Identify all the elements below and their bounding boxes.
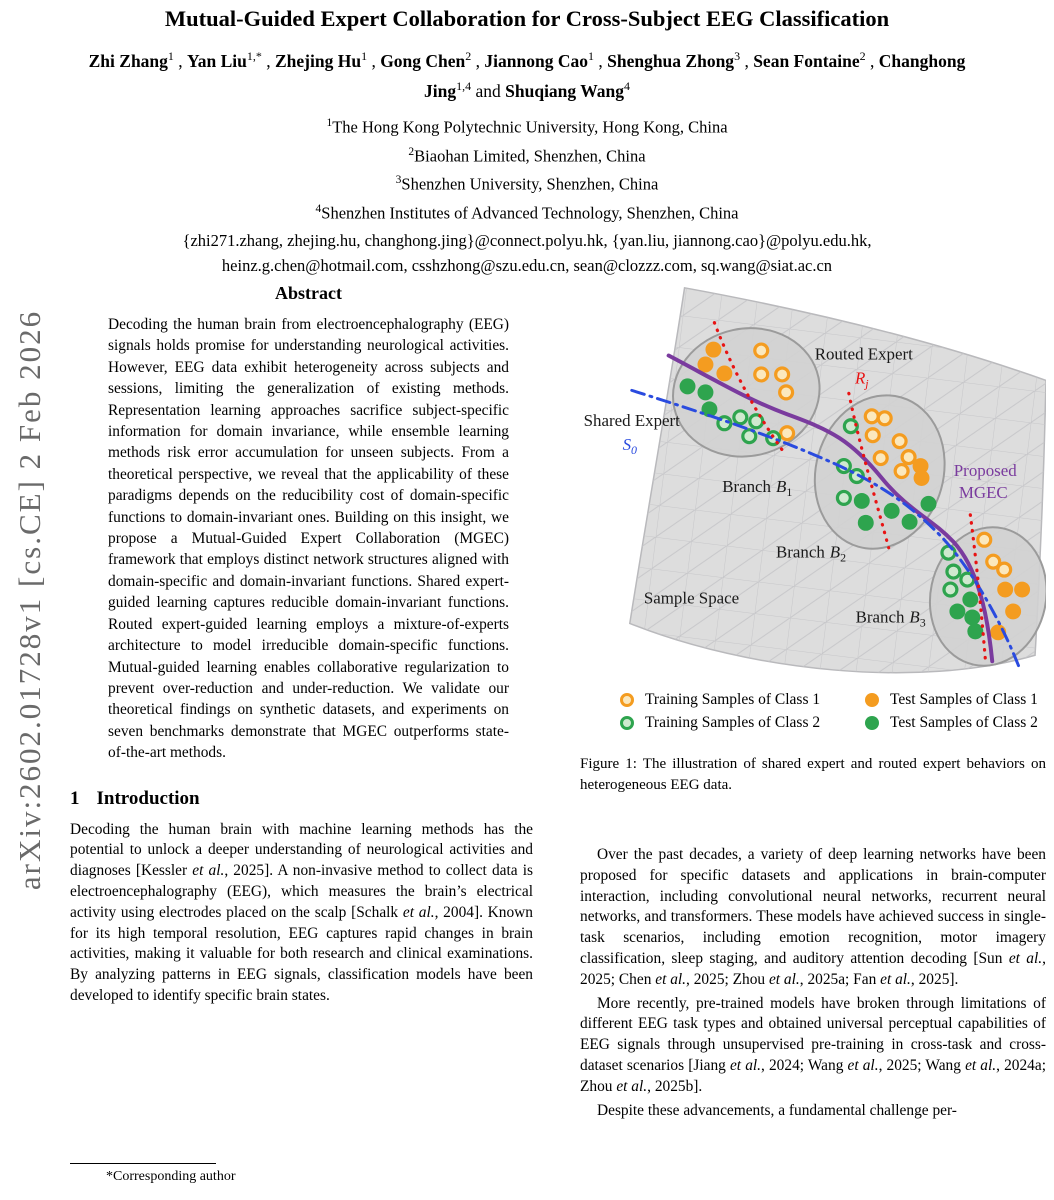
label-proposed-mgec-1: Proposed bbox=[953, 461, 1017, 481]
filled-green-dot bbox=[921, 496, 937, 512]
figure-1 bbox=[580, 270, 1046, 690]
label-routed-math: $R_j$ bbox=[854, 368, 869, 391]
legend-item bbox=[620, 691, 865, 709]
filled-orange-dot bbox=[1014, 582, 1030, 598]
author: Zhi Zhang$^1$ bbox=[88, 49, 174, 71]
filled-orange-dot bbox=[705, 342, 721, 358]
section-title: Introduction bbox=[96, 787, 200, 809]
hollow-orange-marker-icon bbox=[620, 693, 634, 707]
figure-caption: Figure 1: The illustration of shared expert and routed expert behaviors on heterogeneous EEG data. bbox=[580, 756, 1046, 793]
label-shared-math: $S_0$ bbox=[622, 435, 637, 458]
hollow-green-dot bbox=[837, 491, 850, 504]
label-branch-b1: Branch $B_1$ bbox=[722, 476, 793, 499]
label-proposed-mgec-2: MGEC bbox=[958, 482, 1008, 502]
filled-green-dot bbox=[902, 514, 918, 530]
hollow-green-dot bbox=[944, 583, 957, 596]
hollow-orange-dot bbox=[893, 435, 906, 448]
hollow-orange-dot bbox=[866, 429, 879, 442]
author: Changhong Jing$^{1,4}$ bbox=[424, 50, 966, 101]
hollow-orange-dot bbox=[755, 368, 768, 381]
affiliation: $^3$Shenzhen University, Shenzhen, China bbox=[395, 174, 659, 194]
paper-header bbox=[0, 0, 1054, 278]
arxiv-watermark: arXiv:2602.01728v1 [cs.CE] 2 Feb 2026 bbox=[12, 309, 47, 891]
label-routed-expert: Routed Expert bbox=[814, 344, 913, 364]
legend-label: Training Samples of Class 1 bbox=[645, 691, 821, 708]
hollow-green-dot bbox=[947, 565, 960, 578]
hollow-orange-dot bbox=[755, 344, 768, 357]
hollow-green-dot bbox=[734, 411, 747, 424]
emails-line-1: {zhi271.zhang, zhejing.hu, changhong.jing}@connect.polyu.hk, {yan.liu, jiannong.cao}@polyu.edu.hk, bbox=[182, 231, 872, 251]
legend-item bbox=[865, 691, 1046, 709]
author: Zhejing Hu$^1$ bbox=[274, 49, 368, 71]
right-column-text bbox=[580, 842, 1046, 1121]
hollow-orange-dot bbox=[781, 427, 794, 440]
footnote-rule bbox=[70, 1163, 216, 1164]
hollow-orange-dot bbox=[998, 563, 1011, 576]
legend-label: Training Samples of Class 2 bbox=[645, 714, 821, 731]
author: Yan Liu$^{1,*}$ bbox=[187, 49, 262, 71]
footnote-block bbox=[70, 1163, 533, 1185]
abstract-heading: Abstract bbox=[275, 283, 342, 303]
hollow-orange-dot bbox=[878, 412, 891, 425]
filled-green-dot bbox=[854, 493, 870, 509]
authors-line: Zhi Zhang$^1$ , Yan Liu$^{1,*}$ , Zhejing Hu$^1$ , Gong Chen$^2$ , Jiannong Cao$^1$ , Shenghua Zhong$^3$ , Sean Fontaine$^2$ , Changhong Jing$^{1,4}$ and Shuqiang Wang$^4$ bbox=[88, 49, 966, 101]
filled-orange-dot bbox=[1005, 603, 1021, 619]
hollow-orange-dot bbox=[978, 533, 991, 546]
legend-label: Test Samples of Class 2 bbox=[890, 714, 1038, 731]
hollow-orange-dot bbox=[902, 451, 915, 464]
legend-item bbox=[865, 714, 1046, 732]
author: Shuqiang Wang$^4$ bbox=[505, 78, 630, 101]
author: Shenghua Zhong$^3$ bbox=[607, 49, 741, 71]
legend-item bbox=[620, 714, 865, 732]
paragraph: Over the past decades, a variety of deep learning networks have been proposed for specific datasets and applications in brain-computer interaction, including convolutional neural networks, recurrent neural networks, and transformers. These models have achieved success in single-task scenarios, including emotion recognition, motor imagery classification, sleep staging, and auditory attention decoding [Sun et al., 2025; Chen et al., 2025; Zhou et al., 2025a; Fan et al., 2025]. bbox=[580, 846, 1046, 988]
filled-green-dot bbox=[884, 503, 900, 519]
affiliation: $^2$Biaohan Limited, Shenzhen, China bbox=[408, 145, 646, 166]
label-branch-b3: Branch $B_3$ bbox=[855, 607, 926, 630]
hollow-orange-dot bbox=[874, 452, 887, 465]
filled-orange-dot bbox=[716, 365, 732, 381]
intro-paragraph: Decoding the human brain with machine learning methods has the potential to unlock a deeper understanding of neurological activities and diagnoses [Kessler et al., 2025]. A non-invasive method to collect data is electroencephalography (EEG), which measures the brain’s electrical activity using electrodes placed on the scalp [Schalk et al., 2004]. Known for its high temporal resolution, EEG captures rapid changes in brain activities, making it valuable for both research and clinical examinations. By analyzing patterns in EEG signals, classification models have been developed to identify specific brain states. bbox=[70, 820, 533, 1004]
figure-legend bbox=[620, 691, 1046, 732]
label-branch-b2: Branch $B_2$ bbox=[775, 542, 847, 565]
filled-orange-marker-icon bbox=[865, 693, 879, 707]
section-heading-introduction bbox=[70, 788, 533, 810]
hollow-orange-dot bbox=[895, 465, 908, 478]
emails-line-2: heinz.g.chen@hotmail.com, csshzhong@szu.edu.cn, sean@clozzz.com, sq.wang@siat.ac.cn bbox=[221, 256, 833, 276]
filled-green-dot bbox=[949, 603, 965, 619]
paragraph: Despite these advancements, a fundamental challenge per- bbox=[597, 1101, 957, 1119]
filled-green-dot bbox=[680, 378, 696, 394]
footnote-corresponding-author: *Corresponding author bbox=[106, 1169, 236, 1184]
filled-green-dot bbox=[697, 384, 713, 400]
affiliation: $^4$Shenzhen Institutes of Advanced Technology, Shenzhen, China bbox=[315, 203, 739, 223]
author: Gong Chen$^2$ bbox=[380, 49, 472, 71]
left-column bbox=[70, 277, 533, 1200]
abstract-text: Decoding the human brain from electroencephalography (EEG) signals holds promise for understanding neurological activities. However, EEG data exhibit heterogeneity across subjects and sessions, limiting the generalization of existing methods. Representation learning approaches sacrifice subject-specific information for domain invariance, while ensemble learning methods risk error accumulation for unseen subjects. From a theoretical perspective, we reveal that the applicability of these paradigms depends on the reducibility cost of domain-specific functions to domain-invariant ones. Building on this insight, we propose a Mutual-Guided Expert Collaboration (MGEC) framework that employs distinct network structures aligned with domain-specific and domain-invariant functions. Shared expert-guided learning captures reducible domain-invariant functions. Routed expert-guided learning employs a mixture-of-experts architecture to model irreducible domain-specific functions. Mutual-guided learning enables collaborative regularization to prevent over-reduction and under-reduction. We validate our theoretical findings on synthetic datasets, and experiments on seven benchmarks demonstrate that MGEC outperforms state-of-the-art methods. bbox=[108, 316, 509, 762]
filled-green-dot bbox=[858, 515, 874, 531]
paper-title: Mutual-Guided Expert Collaboration for Cross-Subject EEG Classification bbox=[164, 6, 890, 31]
author: Jiannong Cao$^1$ bbox=[484, 49, 594, 71]
hollow-orange-dot bbox=[776, 368, 789, 381]
label-sample-space: Sample Space bbox=[643, 588, 740, 608]
legend-label: Test Samples of Class 1 bbox=[890, 691, 1038, 708]
filled-orange-dot bbox=[997, 582, 1013, 598]
hollow-orange-dot bbox=[780, 386, 793, 399]
filled-green-marker-icon bbox=[865, 716, 879, 730]
paragraph: More recently, pre-trained models have broken through limitations of different EEG task types and obtained universal perceptual capabilities of EEG signals through unsupervised pre-training in cross-task and cross-dataset scenarios [Jiang et al., 2024; Wang et al., 2025; Wang et al., 2024a; Zhou et al., 2025b]. bbox=[580, 994, 1046, 1095]
filled-green-dot bbox=[962, 592, 978, 608]
author: Sean Fontaine$^2$ bbox=[753, 49, 866, 71]
right-column bbox=[580, 270, 1046, 1200]
hollow-orange-dot bbox=[865, 410, 878, 423]
section-number: 1 bbox=[70, 787, 80, 809]
filled-green-dot bbox=[964, 609, 980, 625]
label-shared-expert: Shared Expert bbox=[583, 411, 680, 431]
affiliations bbox=[0, 111, 1054, 227]
hollow-green-marker-icon bbox=[620, 716, 634, 730]
affiliation: $^1$The Hong Kong Polytechnic University, Hong Kong, China bbox=[326, 116, 728, 137]
filled-orange-dot bbox=[914, 470, 930, 486]
